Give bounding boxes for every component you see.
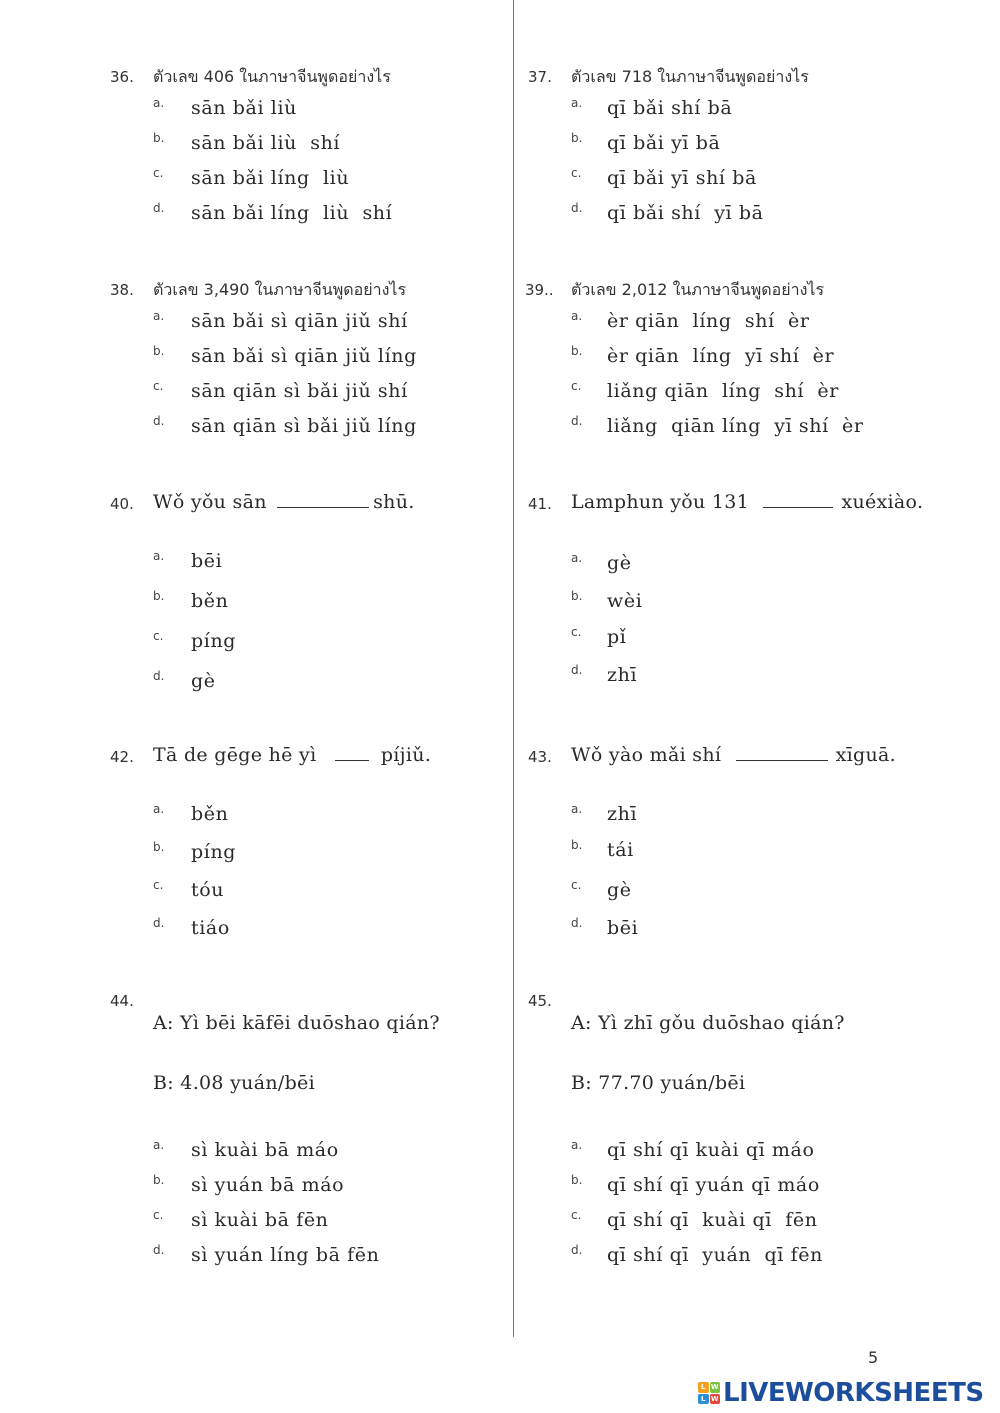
option-c[interactable]: c. qī bǎi yī shí bā: [528, 164, 968, 199]
option-d[interactable]: d. sān qiān sì bǎi jiǔ líng: [110, 412, 550, 447]
question-number: 38.: [110, 281, 134, 299]
option-b[interactable]: b. qī shí qī yuán qī máo: [528, 1171, 968, 1206]
question-number: 41.: [528, 495, 552, 513]
option-text: qī bǎi yī bā: [607, 132, 721, 154]
option-text: gè: [191, 670, 216, 692]
option-text: liǎng qiān líng yī shí èr: [607, 415, 864, 437]
option-text: qī bǎi yī shí bā: [607, 167, 757, 189]
option-a[interactable]: a. gè: [528, 549, 968, 587]
option-text: tiáo: [191, 917, 230, 939]
option-text: sān bǎi líng liù shí: [191, 202, 393, 224]
option-text: qī bǎi shí bā: [607, 97, 733, 119]
question-text: Wǒ yào mǎi shí xīguā.: [571, 738, 896, 772]
question-text: ตัวเลข 3,490 ในภาษาจีนพูดอย่างไร: [153, 280, 407, 299]
option-d[interactable]: d. qī shí qī yuán qī fēn: [528, 1241, 968, 1276]
option-text: zhī: [607, 664, 638, 686]
option-a[interactable]: a. sān bǎi sì qiān jiǔ shí: [110, 307, 550, 342]
dialog-line-b: B: 77.70 yuán/bēi: [571, 1072, 746, 1094]
option-text: sì yuán bā máo: [191, 1174, 345, 1196]
option-b[interactable]: b. běn: [110, 587, 550, 627]
answer-blank[interactable]: [277, 485, 369, 508]
option-c[interactable]: c. pǐ: [528, 623, 968, 661]
option-text: liǎng qiān líng shí èr: [607, 380, 839, 402]
option-text: tóu: [191, 879, 225, 901]
question-number: 37.: [528, 68, 552, 86]
dialog-line-a: A: Yì bēi kāfēi duōshao qián?: [153, 1012, 440, 1034]
question-number: 40.: [110, 495, 134, 513]
option-text: èr qiān líng yī shí èr: [607, 345, 835, 367]
question-40: [110, 485, 550, 707]
question-number: 43.: [528, 748, 552, 766]
question-38: [110, 273, 550, 447]
liveworksheets-logo-icon: L W L W: [698, 1382, 720, 1404]
question-number: 36.: [110, 68, 134, 86]
option-c[interactable]: c. qī shí qī kuài qī fēn: [528, 1206, 968, 1241]
option-b[interactable]: b. tái: [528, 836, 968, 876]
option-d[interactable]: d. zhī: [528, 661, 968, 699]
option-text: qī bǎi shí yī bā: [607, 202, 764, 224]
option-text: bēi: [191, 550, 223, 572]
option-a[interactable]: a. qī bǎi shí bā: [528, 94, 968, 129]
option-a[interactable]: a. sān bǎi liù: [110, 94, 550, 129]
option-d[interactable]: d. sì yuán líng bā fēn: [110, 1241, 550, 1276]
option-d[interactable]: d. liǎng qiān líng yī shí èr: [528, 412, 968, 447]
option-d[interactable]: d. sān bǎi líng liù shí: [110, 199, 550, 234]
option-text: sì kuài bā fēn: [191, 1209, 329, 1231]
option-text: sān bǎi sì qiān jiǔ shí: [191, 310, 408, 332]
option-text: tái: [607, 839, 634, 861]
option-b[interactable]: b. sān bǎi sì qiān jiǔ líng: [110, 342, 550, 377]
question-36: [110, 60, 550, 234]
option-text: gè: [607, 552, 632, 574]
option-text: qī shí qī kuài qī fēn: [607, 1209, 818, 1231]
option-b[interactable]: b. èr qiān líng yī shí èr: [528, 342, 968, 377]
question-37: [528, 60, 968, 234]
question-text: ตัวเลข 2,012 ในภาษาจีนพูดอย่างไร: [571, 280, 825, 299]
question-number: 39..: [525, 281, 554, 299]
option-d[interactable]: d. qī bǎi shí yī bā: [528, 199, 968, 234]
option-a[interactable]: a. sì kuài bā máo: [110, 1136, 550, 1171]
option-text: sì kuài bā máo: [191, 1139, 339, 1161]
option-text: sān qiān sì bǎi jiǔ líng: [191, 415, 417, 437]
option-text: píng: [191, 630, 237, 652]
option-b[interactable]: b. qī bǎi yī bā: [528, 129, 968, 164]
option-a[interactable]: a. èr qiān líng shí èr: [528, 307, 968, 342]
dialog-line-a: A: Yì zhī gǒu duōshao qián?: [571, 1012, 845, 1034]
option-text: bēi: [607, 917, 639, 939]
question-text: Tā de gēge hē yì píjiǔ.: [153, 738, 431, 772]
option-c[interactable]: c. gè: [528, 876, 968, 914]
option-text: èr qiān líng shí èr: [607, 310, 810, 332]
question-text: Wǒ yǒu sān shū.: [153, 485, 415, 519]
option-text: zhī: [607, 803, 638, 825]
option-c[interactable]: c. liǎng qiān líng shí èr: [528, 377, 968, 412]
question-text: ตัวเลข 406 ในภาษาจีนพูดอย่างไร: [153, 67, 391, 86]
answer-blank[interactable]: [335, 738, 369, 761]
option-c[interactable]: c. sān bǎi líng liù: [110, 164, 550, 199]
option-text: sì yuán líng bā fēn: [191, 1244, 380, 1266]
question-41: [528, 485, 968, 699]
option-a[interactable]: a. zhī: [528, 800, 968, 836]
page-number: 5: [868, 1348, 879, 1367]
option-text: qī shí qī yuán qī fēn: [607, 1244, 823, 1266]
option-b[interactable]: b. píng: [110, 838, 550, 876]
option-text: qī shí qī yuán qī máo: [607, 1174, 820, 1196]
option-text: sān bǎi liù shí: [191, 132, 341, 154]
option-text: qī shí qī kuài qī máo: [607, 1139, 815, 1161]
question-text: Lamphun yǒu 131 xuéxiào.: [571, 485, 923, 519]
liveworksheets-logo[interactable]: [698, 1378, 984, 1408]
option-text: píng: [191, 841, 237, 863]
option-d[interactable]: d. gè: [110, 667, 550, 707]
option-text: pǐ: [607, 626, 627, 648]
question-number: 44.: [110, 992, 134, 1010]
question-42: [110, 738, 550, 952]
option-text: sān bǎi líng liù: [191, 167, 350, 189]
question-text: ตัวเลข 718 ในภาษาจีนพูดอย่างไร: [571, 67, 809, 86]
option-text: sān bǎi sì qiān jiǔ líng: [191, 345, 417, 367]
answer-blank[interactable]: [763, 485, 833, 508]
option-text: sān bǎi liù: [191, 97, 297, 119]
option-text: běn: [191, 803, 229, 825]
option-text: gè: [607, 879, 632, 901]
option-c[interactable]: c. sì kuài bā fēn: [110, 1206, 550, 1241]
option-d[interactable]: d. tiáo: [110, 914, 550, 952]
brand-name: LIVEWORKSHEETS: [723, 1378, 984, 1408]
option-text: běn: [191, 590, 229, 612]
question-45: [528, 990, 968, 1276]
option-a[interactable]: a. bēi: [110, 547, 550, 587]
option-b[interactable]: b. sān bǎi liù shí: [110, 129, 550, 164]
option-d[interactable]: d. bēi: [528, 914, 968, 952]
question-43: [528, 738, 968, 952]
dialog-line-b: B: 4.08 yuán/bēi: [153, 1072, 315, 1094]
question-number: 42.: [110, 748, 134, 766]
option-c[interactable]: c. píng: [110, 627, 550, 667]
option-text: wèi: [607, 590, 643, 612]
question-44: [110, 990, 550, 1276]
option-b[interactable]: b. sì yuán bā máo: [110, 1171, 550, 1206]
option-b[interactable]: b. wèi: [528, 587, 968, 623]
option-c[interactable]: c. sān qiān sì bǎi jiǔ shí: [110, 377, 550, 412]
option-c[interactable]: c. tóu: [110, 876, 550, 914]
question-number: 45.: [528, 992, 552, 1010]
option-a[interactable]: a. qī shí qī kuài qī máo: [528, 1136, 968, 1171]
option-a[interactable]: a. běn: [110, 800, 550, 838]
option-text: sān qiān sì bǎi jiǔ shí: [191, 380, 408, 402]
answer-blank[interactable]: [736, 738, 828, 761]
question-39: [525, 273, 968, 447]
